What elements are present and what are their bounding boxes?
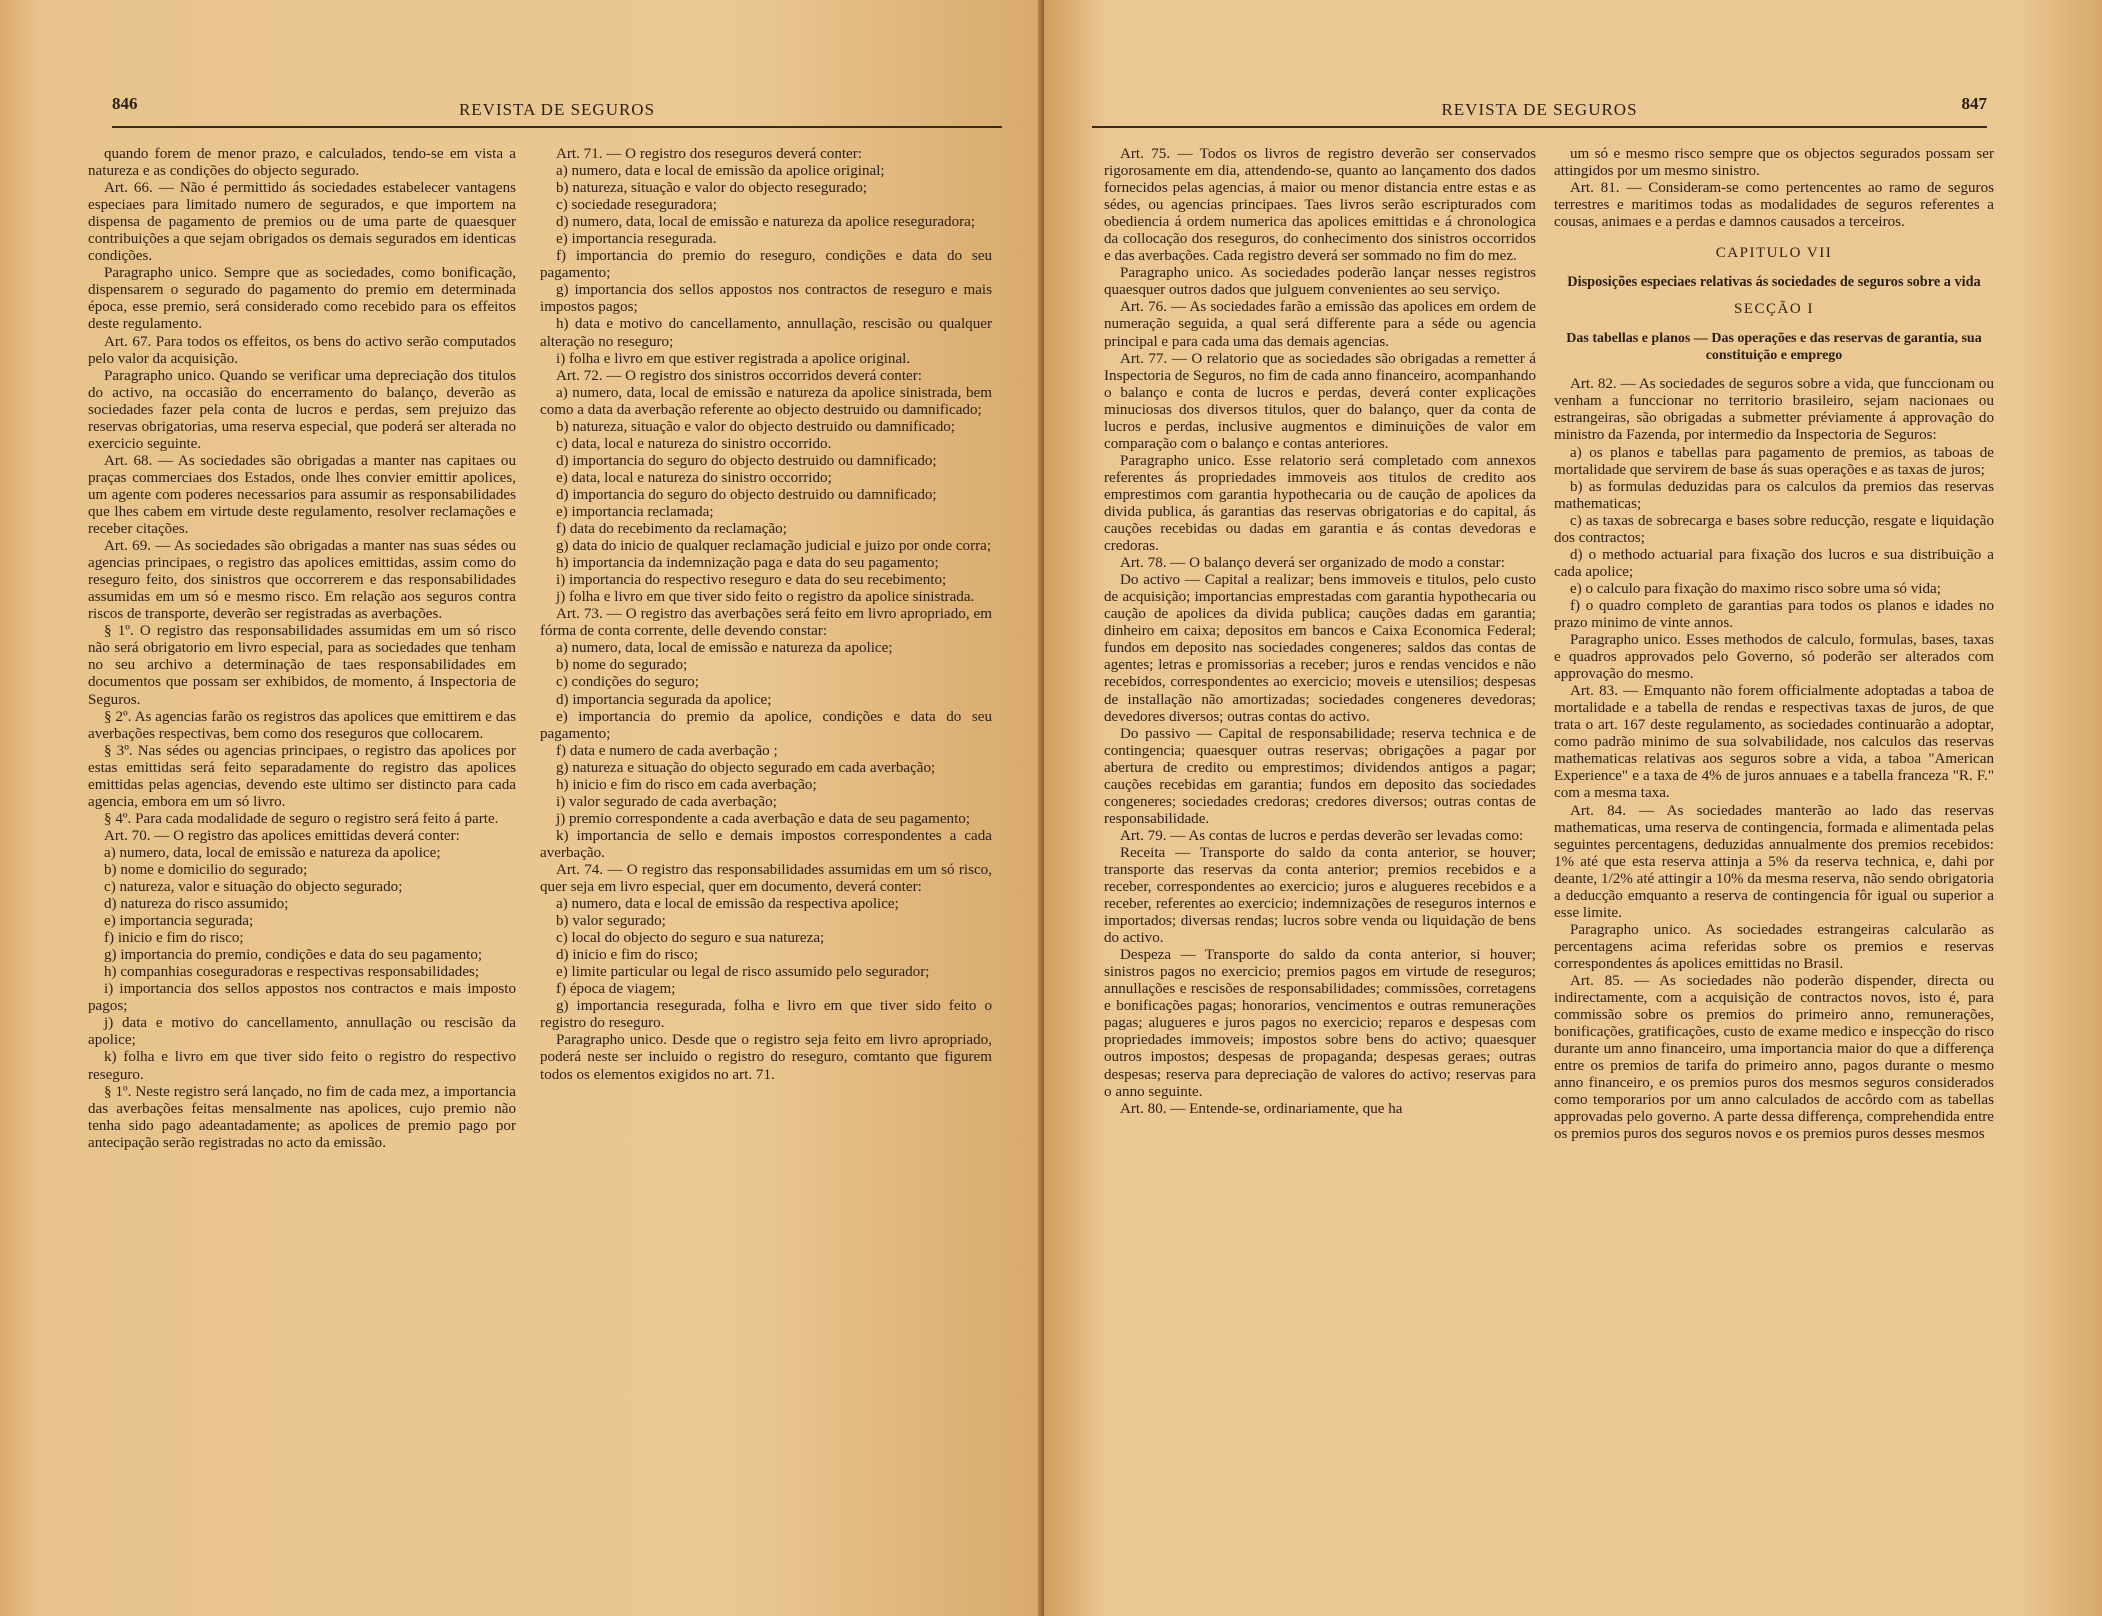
- right-column-2-intro: [1554, 146, 1994, 231]
- paragraph: c) natureza, valor e situação do objecto segurado;: [104, 879, 403, 896]
- paragraph: b) nome e domicilio do segurado;: [104, 861, 308, 878]
- paragraph: § 3º. Nas sédes ou agencias principaes, o registro das apolices por estas emittidas será feito separadamente do registro das apolices emittidas pelas agencias, devendo este ultimo ser distincto para cada agencia, embora em um só livro.: [88, 742, 516, 810]
- paragraph: § 4º. Para cada modalidade de seguro o registro será feito á parte.: [104, 810, 499, 827]
- paragraph: c) condições do seguro;: [556, 674, 699, 691]
- paragraph: d) inicio e fim do risco;: [556, 947, 699, 964]
- paragraph: g) natureza e situação do objecto segurado em cada averbação;: [556, 759, 936, 776]
- paragraph: b) as formulas deduzidas para os calculos da premios das reservas mathematicas;: [1554, 478, 1994, 512]
- paragraph: Paragrapho unico. Desde que o registro seja feito em livro apropriado, poderá neste ser incluido o registro do reseguro, comtanto que figurem todos os elementos exigidos no art. 71.: [540, 1032, 992, 1083]
- paragraph: Art. 76. — As sociedades farão a emissão das apolices em ordem de numeração seguida, a qual será differente para a séde ou agencia principal e para cada uma das demais agencias.: [1104, 299, 1536, 350]
- paragraph: Art. 74. — O registro das responsabilidades assumidas em um só risco, quer seja em livro especial, quer em documento, deverá conter:: [540, 861, 992, 896]
- left-page-number: 846: [112, 94, 138, 113]
- paragraph: a) os planos e tabellas para pagamento de premios, as taboas de mortalidade que servirem de base ás suas operações e as taxas de juros;: [1554, 444, 1994, 478]
- paragraph: e) importancia resegurada.: [556, 231, 717, 248]
- paragraph: d) importancia segurada da apolice;: [556, 691, 772, 708]
- paragraph: k) folha e livro em que tiver sido feito o registro do respectivo reseguro.: [88, 1049, 516, 1083]
- paragraph: Receita — Transporte do saldo da conta anterior, se houver; transporte das reservas da conta anterior; premios recebidos e a receber, correspondentes ao exercicio; juros e alugueres recebidos e a receber, referentes ao exercicio; indemnizações de reseguros internos e importados; diversas rendas; lucros sobre venda ou liquidação de bens do activo.: [1104, 844, 1536, 947]
- right-page-column-1: [1104, 146, 1536, 1118]
- paragraph: h) importancia da indemnização paga e data do seu pagamento;: [556, 555, 939, 572]
- paragraph: Paragrapho unico. As sociedades estrangeiras calcularão as percentagens acima referidas sobre os premios e reservas correspondentes ás apolices emittidas no Brasil.: [1554, 921, 1994, 972]
- paragraph: i) folha e livro em que estiver registrada a apolice original.: [556, 350, 911, 367]
- left-page-header: [112, 92, 1002, 128]
- paragraph: j) data e motivo do cancellamento, annullação ou rescisão da apolice;: [88, 1015, 516, 1049]
- paragraph: Art. 66. — Não é permittido ás sociedades estabelecer vantagens especiaes para limitado numero de segurados, e que importem na dispensa de pagamento de premios ou de uma parte de quaesquer contribuições a que sejam obrigados os demais segurados em identicas condições.: [88, 180, 516, 265]
- left-page-column-2: [540, 146, 992, 1084]
- paragraph: Art. 82. — As sociedades de seguros sobre a vida, que funccionam ou venham a funccionar no territorio brasileiro, sejam nacionaes ou estrangeiras, são obrigadas a submetter préviamente á approvação do ministro da Fazenda, por intermedio da Inspectoria de Seguros:: [1554, 376, 1994, 444]
- paragraph: Art. 69. — As sociedades são obrigadas a manter nas suas sédes ou agencias principaes, o registro das apolices emittidas, assim como do reseguro feito, dos sinistros que occorrerem e das responsabilidades assumidas em um só e mesmo risco. Em relação aos seguros contra riscos de transporte, deverão ser registradas as averbações.: [88, 538, 516, 623]
- paragraph: Despeza — Transporte do saldo da conta anterior, si houver; sinistros pagos no exercicio; premios pagos em virtude de reseguros; annullações e rescisões de responsabilidades; commissões, corretagens e bonificações pagas; honorarios, vencimentos e outras remunerações pagas; alugueres e juros pagos no exercicio; reparos e despesas com propriedades immoveis; impostos sobre bens do activo; quaesquer outros impostos; despesas de propaganda; despesas geraes; outras despesas; reserva para depreciação de valores do activo; reservas para o anno seguinte.: [1104, 947, 1536, 1100]
- paragraph: i) importancia dos sellos appostos nos contractos e mais imposto pagos;: [88, 981, 516, 1015]
- paragraph: a) numero, data, local de emissão e natureza da apolice;: [556, 640, 893, 657]
- paragraph: d) numero, data, local de emissão e natureza da apolice reseguradora;: [556, 214, 976, 231]
- paragraph: h) companhias coseguradoras e respectivas responsabilidades;: [104, 964, 480, 981]
- paragraph: g) importancia dos sellos appostos nos contractos de reseguro e mais impostos pagos;: [540, 282, 992, 316]
- paragraph: f) importancia do premio do reseguro, condições e data do seu pagamento;: [540, 248, 992, 282]
- paragraph: a) numero, data e local de emissão da apolice original;: [556, 163, 885, 180]
- paragraph: e) o calculo para fixação do maximo risco sobre uma só vida;: [1570, 580, 1941, 597]
- chapter-title: Disposições especiaes relativas ás sociedades de seguros sobre a vida: [1567, 274, 1981, 291]
- paragraph: a) numero, data, local de emissão e natureza da apolice;: [104, 844, 441, 861]
- paragraph: Art. 81. — Consideram-se como pertencentes ao ramo de seguros terrestres e maritimos todas as modalidades de seguros referentes a cousas, animaes e a perdas e damnos causados a terceiros.: [1554, 180, 1994, 231]
- paragraph: Art. 73. — O registro das averbações será feito em livro apropriado, em fórma de conta corrente, delle devendo constar:: [540, 606, 992, 640]
- paragraph: h) inicio e fim do risco em cada averbação;: [556, 776, 817, 793]
- paragraph: § 1º. Neste registro será lançado, no fim de cada mez, a importancia das averbações feitas mensalmente nas apolices, cujo premio não tenha sido pago adeantadamente; as apolices de premio pago por antecipação serão registradas no acto da emissão.: [88, 1083, 516, 1151]
- paragraph: Paragrapho unico. Sempre que as sociedades, como bonificação, dispensarem o segurado do pagamento do premio em determinada época, esse premio, será considerado como recebido para os effeitos deste regulamento.: [88, 265, 516, 333]
- chapter-heading: CAPITULO VII: [1715, 245, 1833, 262]
- paragraph: c) data, local e natureza do sinistro occorrido.: [556, 435, 832, 452]
- paragraph: Do activo — Capital a realizar; bens immoveis e titulos, pelo custo de acquisição; importancias emprestadas com garantia hypothecaria ou caução de apolices da divida publica; cauções dadas em garantia; dinheiro em caixa; depositos em bancos e Caixa Economica Federal; fundos em deposito nas sociedades congeneres; saldos das contas de agentes; letras e promissorias a receber; juros e rendas vencidos e não recebidos, correspondentes ao exercicio; moveis e utensilios; despesas de installação não amortizadas; sociedades congeneres devedoras; devedores diversos; outras contas do activo.: [1104, 572, 1536, 725]
- paragraph: c) sociedade reseguradora;: [556, 197, 717, 214]
- paragraph: d) importancia do seguro do objecto destruido ou damnificado;: [556, 486, 937, 503]
- paragraph: Art. 70. — O registro das apolices emittidas deverá conter:: [104, 827, 460, 844]
- paragraph: e) limite particular ou legal de risco assumido pelo segurador;: [556, 964, 930, 981]
- paragraph: Art. 72. — O registro dos sinistros occorridos deverá conter:: [556, 367, 922, 384]
- paragraph: Art. 71. — O registro dos reseguros deverá conter:: [556, 146, 862, 162]
- paragraph: f) data do recebimento da reclamação;: [556, 521, 787, 538]
- right-page-header: [1092, 92, 1987, 128]
- section-title: Das tabellas e planos — Das operações e das reservas de garantia, sua constituição e emprego: [1566, 331, 1982, 364]
- paragraph: § 1º. O registro das responsabilidades assumidas em um só risco não será obrigatorio em livro especial, para as sociedades que tenham no seu archivo a determinação de taes responsabilidades em documentos que possam ser exhibidos, de momento, á Inspectoria de Seguros.: [88, 623, 516, 708]
- paragraph: i) valor segurado de cada averbação;: [556, 793, 777, 810]
- paragraph: Paragrapho unico. As sociedades poderão lançar nesses registros quaesquer outros dados que julguem convenientes ao seu serviço.: [1104, 265, 1536, 299]
- paragraph: b) natureza, situação e valor do objecto destruido ou damnificado;: [556, 418, 956, 435]
- paragraph: Art. 84. — As sociedades manterão ao lado das reservas mathematicas, uma reserva de contingencia, formada e alimentada pelas seguintes percentagens, deduzidas annualmente dos premios recebidos: 1% até que esta reserva attinja a 5% da reserva technica, e, dahi por deante, 1/2% até attingir a 10% da mesma reserva, não sendo obrigatoria a deducção emquanto a reserva de contingencia fôr igual ou superior a esse limite.: [1554, 802, 1994, 921]
- paragraph: b) natureza, situação e valor do objecto resegurado;: [556, 180, 867, 197]
- paragraph: c) local do objecto do seguro e sua natureza;: [556, 930, 825, 947]
- paragraph: e) data, local e natureza do sinistro occorrido;: [556, 469, 832, 486]
- paragraph: Art. 80. — Entende-se, ordinariamente, que ha: [1120, 1100, 1403, 1117]
- right-column-2-body: [1554, 376, 1994, 1143]
- paragraph: Art. 79. — As contas de lucros e perdas deverão ser levadas como:: [1120, 827, 1524, 844]
- right-page-column-2: [1554, 146, 1994, 1143]
- section-heading: SECÇÃO I: [1734, 301, 1814, 318]
- paragraph: e) importancia reclamada;: [556, 503, 714, 520]
- paragraph: quando forem de menor prazo, e calculados, tendo-se em vista a natureza e as condições do objecto segurado.: [88, 146, 516, 180]
- paragraph: Art. 78. — O balanço deverá ser organizado de modo a constar:: [1120, 555, 1505, 572]
- paragraph: Art. 83. — Emquanto não forem officialmente adoptadas a taboa de mortalidade e a tabella de rendas e respectivas taxas de juros, de que trata o art. 167 deste regulamento, as sociedades continuarão a adoptar, como padrão minimo de sua solvabilidade, nos calculos das reservas mathematicas relativas aos seguros sobre a vida, a taboa "American Experience" e a taxa de 4% de juros annuaes e a tabella franceza "R. F." com a mesma taxa.: [1554, 683, 1994, 802]
- paragraph: i) importancia do respectivo reseguro e data do seu recebimento;: [556, 572, 947, 589]
- left-page-column-1: [88, 146, 516, 1152]
- paragraph: f) data e numero de cada averbação ;: [556, 742, 778, 759]
- paragraph: d) importancia do seguro do objecto destruido ou damnificado;: [556, 452, 937, 469]
- paragraph: Art. 68. — As sociedades são obrigadas a manter nas capitaes ou praças commerciaes dos Estados, onde lhes convier emittir apolices, um agente com poderes necessarios para assumir as responsabilidades que lhes cabem em virtude deste regulamento, resolver reclamações e receber citações.: [88, 452, 516, 538]
- paragraph: a) numero, data, local de emissão e natureza da apolice sinistrada, bem como a data da averbação referente ao objecto destruido ou damnificado;: [540, 384, 992, 418]
- paragraph: f) época de viagem;: [556, 981, 676, 998]
- paragraph: j) premio correspondente a cada averbação e data de seu pagamento;: [556, 810, 971, 827]
- paragraph: Art. 75. — Todos os livros de registro deverão ser conservados rigorosamente em dia, attendendo-se, quanto ao lançamento dos dados fornecidos pelas agencias, á maior ou menor distancia entre estas e as sédes, ou agencias principaes. Taes livros serão escripturados com obediencia á ordem numerica das apolices emittidas e á chronologica da collocação dos reseguros, do conhecimento dos sinistros occorridos e das averbações. Cada registro deverá ser sommado no fim do mez.: [1104, 146, 1536, 265]
- right-page: [1044, 0, 2102, 1616]
- paragraph: Paragrapho unico. Esses methodos de calculo, formulas, bases, taxas e quadros approvados pelo Governo, só poderão ser alterados com approvação do mesmo.: [1554, 632, 1994, 683]
- paragraph: Do passivo — Capital de responsabilidade; reserva technica e de contingencia; quaesquer outras reservas; obrigações a pagar por abertura de credito ou emprestimos; dividendos antigos a pagar; cauções recebidas em garantia; fundos em deposito das sociedades congeneres; sociedades credoras; credores diversos; outras contas de responsabilidade.: [1104, 725, 1536, 827]
- paragraph: h) data e motivo do cancellamento, annullação, rescisão ou qualquer alteração no reseguro;: [540, 316, 992, 350]
- right-page-number: 847: [1961, 94, 1987, 113]
- paragraph: d) o methodo actuarial para fixação dos lucros e sua distribuição a cada apolice;: [1554, 546, 1994, 580]
- paragraph: g) importancia do premio, condições e data do seu pagamento;: [104, 947, 483, 964]
- paragraph: f) inicio e fim do risco;: [104, 930, 244, 947]
- paragraph: Art. 85. — As sociedades não poderão dispender, directa ou indirectamente, com a acquisição de contractos novos, isto é, para commissão sobre os premios do primeiro anno, remunerações, bonificações, gratificações, custo de exame medico e inspecção do risco durante um anno financeiro, uma importancia maior do que a differença entre os premios de tarifa do primeiro anno, pagos durante o mesmo anno financeiro, e os premios puros dos mesmos seguros considerados como temporarios por um anno calculados de accôrdo com as tabellas approvadas pelo governo. A parte dessa differença, comprehendida entre os premios puros dos seguros novos e os premios puros desses mesmos: [1554, 972, 1994, 1143]
- paragraph: um só e mesmo risco sempre que os objectos segurados possam ser attingidos por um mesmo sinistro.: [1554, 146, 1994, 180]
- paragraph: Paragrapho unico. Esse relatorio será completado com annexos referentes ás propriedades immoveis aos titulos de credito aos emprestimos com garantia hypothecaria ou de caução de apolices da divida publica, ás garantias das reservas obrigatorias e do capital, ás cauções recebidas ou dadas em garantia e ás contas devedoras e credoras.: [1104, 452, 1536, 555]
- paragraph: b) nome do segurado;: [556, 657, 688, 674]
- paragraph: k) importancia de sello e demais impostos correspondentes a cada averbação.: [540, 827, 992, 861]
- paragraph: g) importancia resegurada, folha e livro em que tiver sido feito o registro do reseguro.: [540, 998, 992, 1032]
- paragraph: e) importancia do premio da apolice, condições e data do seu pagamento;: [540, 708, 992, 742]
- paragraph: g) data do inicio de qualquer reclamação judicial e juizo por onde corra;: [556, 538, 992, 555]
- paragraph: d) natureza do risco assumido;: [104, 896, 289, 913]
- paragraph: j) folha e livro em que tiver sido feito o registro da apolice sinistrada.: [556, 589, 975, 606]
- paragraph: a) numero, data e local de emissão da respectiva apolice;: [556, 896, 899, 913]
- paragraph: c) as taxas de sobrecarga e bases sobre reducção, resgate e liquidação dos contractos;: [1554, 512, 1994, 546]
- paragraph: Art. 67. Para todos os effeitos, os bens do activo serão computados pelo valor da acquisição.: [88, 333, 516, 367]
- left-running-title: REVISTA DE SEGUROS: [458, 100, 656, 119]
- paragraph: Paragrapho unico. Quando se verificar uma depreciação dos titulos do activo, na occasião do encerramento do balanço, deverão as sociedades fazer pela conta de lucros e perdas, sem prejuizo das reservas obrigatorias, uma reserva especial, que poderá ser alterada no exercicio seguinte.: [88, 367, 516, 452]
- paragraph: Art. 77. — O relatorio que as sociedades são obrigadas a remetter á Inspectoria de Seguros, no fim de cada anno financeiro, acompanhando o balanço e conta de lucros e perdas, deverá conter explicações minuciosas dos diversos titulos, quer do balanço, quer da conta de lucros e perdas, inclusive augmentos e diminuições de valor em comparação com o balanço e contas anteriores.: [1104, 350, 1536, 452]
- paragraph: f) o quadro completo de garantias para todos os planos e idades no prazo minimo de vinte annos.: [1554, 597, 1994, 631]
- paragraph: e) importancia segurada;: [104, 913, 254, 930]
- right-running-title: REVISTA DE SEGUROS: [1441, 100, 1638, 119]
- paragraph: b) valor segurado;: [556, 913, 666, 930]
- paragraph: § 2º. As agencias farão os registros das apolices que emittirem e das averbações respectivas, bem como dos reseguros que collocarem.: [88, 708, 516, 742]
- left-page: [0, 0, 1044, 1616]
